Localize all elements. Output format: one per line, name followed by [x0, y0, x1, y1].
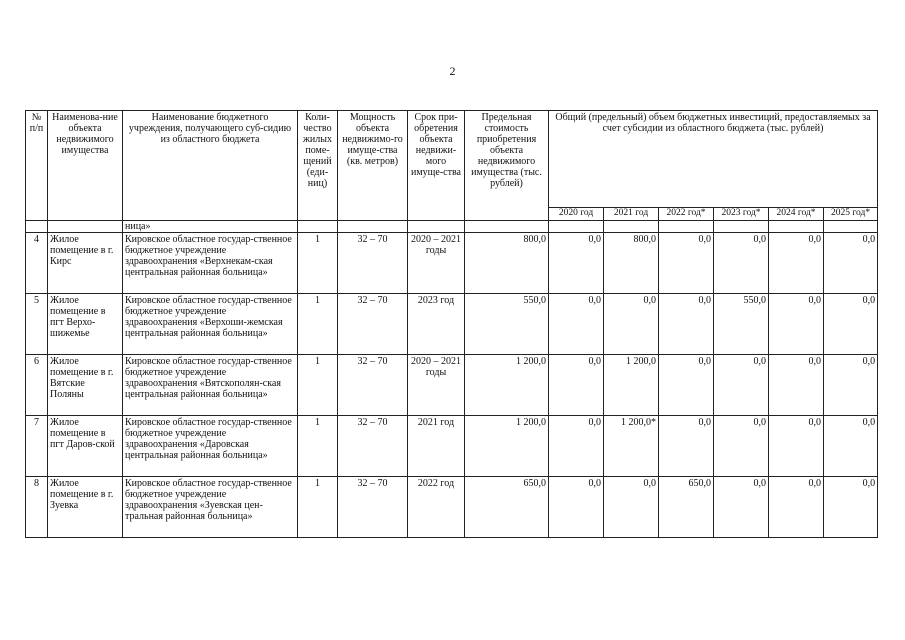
row-year-value: 0,0	[769, 233, 824, 294]
row-object-name: Жилое помещение в г. Зуевка	[48, 477, 123, 538]
row-num: 6	[26, 355, 48, 416]
row-capacity: 32 – 70	[338, 294, 408, 355]
row-object-name: Жилое помещение в г. Кирс	[48, 233, 123, 294]
row-year-value: 550,0	[714, 294, 769, 355]
row-term: 2020 – 2021 годы	[408, 233, 465, 294]
row-year-value: 0,0	[824, 355, 878, 416]
row-year-value: 0,0	[659, 355, 714, 416]
row-year-value: 650,0	[659, 477, 714, 538]
row-capacity: 32 – 70	[338, 355, 408, 416]
row-year-value: 0,0	[769, 294, 824, 355]
row-object-name: Жилое помещение в г. Вятские Поляны	[48, 355, 123, 416]
row-count: 1	[298, 294, 338, 355]
header-row	[26, 111, 878, 208]
header-year: 2022 год*	[659, 208, 714, 221]
row-count: 1	[298, 233, 338, 294]
row-institution: Кировское областное государ-ственное бюджетное учреждение здравоохранения «Зуевская цен-тральная районная больница»	[123, 477, 298, 538]
row-term: 2020 – 2021 годы	[408, 355, 465, 416]
row-limit-cost: 550,0	[465, 294, 549, 355]
row-year-value: 0,0	[549, 355, 604, 416]
row-count: 1	[298, 477, 338, 538]
row-institution: Кировское областное государ-ственное бюджетное учреждение здравоохранения «Вятскополян-ская центральная районная больница»	[123, 355, 298, 416]
table-row	[26, 233, 878, 294]
header-year: 2025 год*	[824, 208, 878, 221]
row-year-value: 800,0	[604, 233, 659, 294]
header-year: 2020 год	[549, 208, 604, 221]
row-num: 5	[26, 294, 48, 355]
row-year-value: 0,0	[769, 416, 824, 477]
table-row	[26, 294, 878, 355]
row-year-value: 1 200,0*	[604, 416, 659, 477]
row-capacity: 32 – 70	[338, 477, 408, 538]
row-year-value: 0,0	[714, 355, 769, 416]
row-year-value: 0,0	[604, 477, 659, 538]
header-num: № п/п	[26, 111, 48, 221]
row-year-value: 0,0	[824, 233, 878, 294]
row-object-name: Жилое помещение в пгт Верхо-шижемье	[48, 294, 123, 355]
row-year-value: 0,0	[549, 416, 604, 477]
header-institution: Наименование бюджетного учреждения, получающего суб-сидию из областного бюджета	[123, 111, 298, 221]
row-year-value: 0,0	[824, 294, 878, 355]
row-year-value: 0,0	[604, 294, 659, 355]
row-object-name: Жилое помещение в пгт Даров-ской	[48, 416, 123, 477]
row-num: 7	[26, 416, 48, 477]
row-term: 2021 год	[408, 416, 465, 477]
table-row	[26, 477, 878, 538]
row-year-value: 0,0	[769, 477, 824, 538]
investment-table	[25, 110, 878, 538]
row-limit-cost: 650,0	[465, 477, 549, 538]
header-year: 2021 год	[604, 208, 659, 221]
header-capacity: Мощность объекта недвижимо-го имуще-ства (кв. метров)	[338, 111, 408, 221]
header-term: Срок при-обретения объекта недвижи-мого имуще-ства	[408, 111, 465, 221]
header-count: Коли-чество жилых поме-щений (еди-ниц)	[298, 111, 338, 221]
row-year-value: 0,0	[824, 416, 878, 477]
row-year-value: 0,0	[549, 294, 604, 355]
header-object-name: Наименова-ние объекта недвижимого имущества	[48, 111, 123, 221]
row-year-value: 0,0	[714, 233, 769, 294]
row-term: 2023 год	[408, 294, 465, 355]
row-year-value: 0,0	[549, 477, 604, 538]
table-row	[26, 355, 878, 416]
row-num: 8	[26, 477, 48, 538]
continuation-row	[26, 221, 878, 233]
row-capacity: 32 – 70	[338, 416, 408, 477]
header-total-volume: Общий (предельный) объем бюджетных инвестиций, предоставляемых за счет субсидии из областного бюджета (тыс. рублей)	[549, 111, 878, 208]
row-year-value: 0,0	[714, 416, 769, 477]
row-year-value: 0,0	[769, 355, 824, 416]
page-number: 2	[449, 64, 456, 78]
row-year-value: 0,0	[549, 233, 604, 294]
row-year-value: 0,0	[824, 477, 878, 538]
header-limit-cost: Предельная стоимость приобретения объекта недвижимого имущества (тыс. рублей)	[465, 111, 549, 221]
row-count: 1	[298, 416, 338, 477]
row-year-value: 1 200,0	[604, 355, 659, 416]
continuation-text: ница»	[123, 221, 298, 233]
row-year-value: 0,0	[714, 477, 769, 538]
row-year-value: 0,0	[659, 294, 714, 355]
row-limit-cost: 1 200,0	[465, 355, 549, 416]
header-year: 2023 год*	[714, 208, 769, 221]
row-institution: Кировское областное государ-ственное бюджетное учреждение здравоохранения «Верхоши-жемская центральная районная больница»	[123, 294, 298, 355]
row-num: 4	[26, 233, 48, 294]
row-limit-cost: 800,0	[465, 233, 549, 294]
row-institution: Кировское областное государ-ственное бюджетное учреждение здравоохранения «Верхнекам-ская центральная районная больница»	[123, 233, 298, 294]
row-year-value: 0,0	[659, 233, 714, 294]
row-capacity: 32 – 70	[338, 233, 408, 294]
row-term: 2022 год	[408, 477, 465, 538]
header-year: 2024 год*	[769, 208, 824, 221]
row-limit-cost: 1 200,0	[465, 416, 549, 477]
row-count: 1	[298, 355, 338, 416]
row-institution: Кировское областное государ-ственное бюджетное учреждение здравоохранения «Даровская центральная районная больница»	[123, 416, 298, 477]
table-row	[26, 416, 878, 477]
row-year-value: 0,0	[659, 416, 714, 477]
